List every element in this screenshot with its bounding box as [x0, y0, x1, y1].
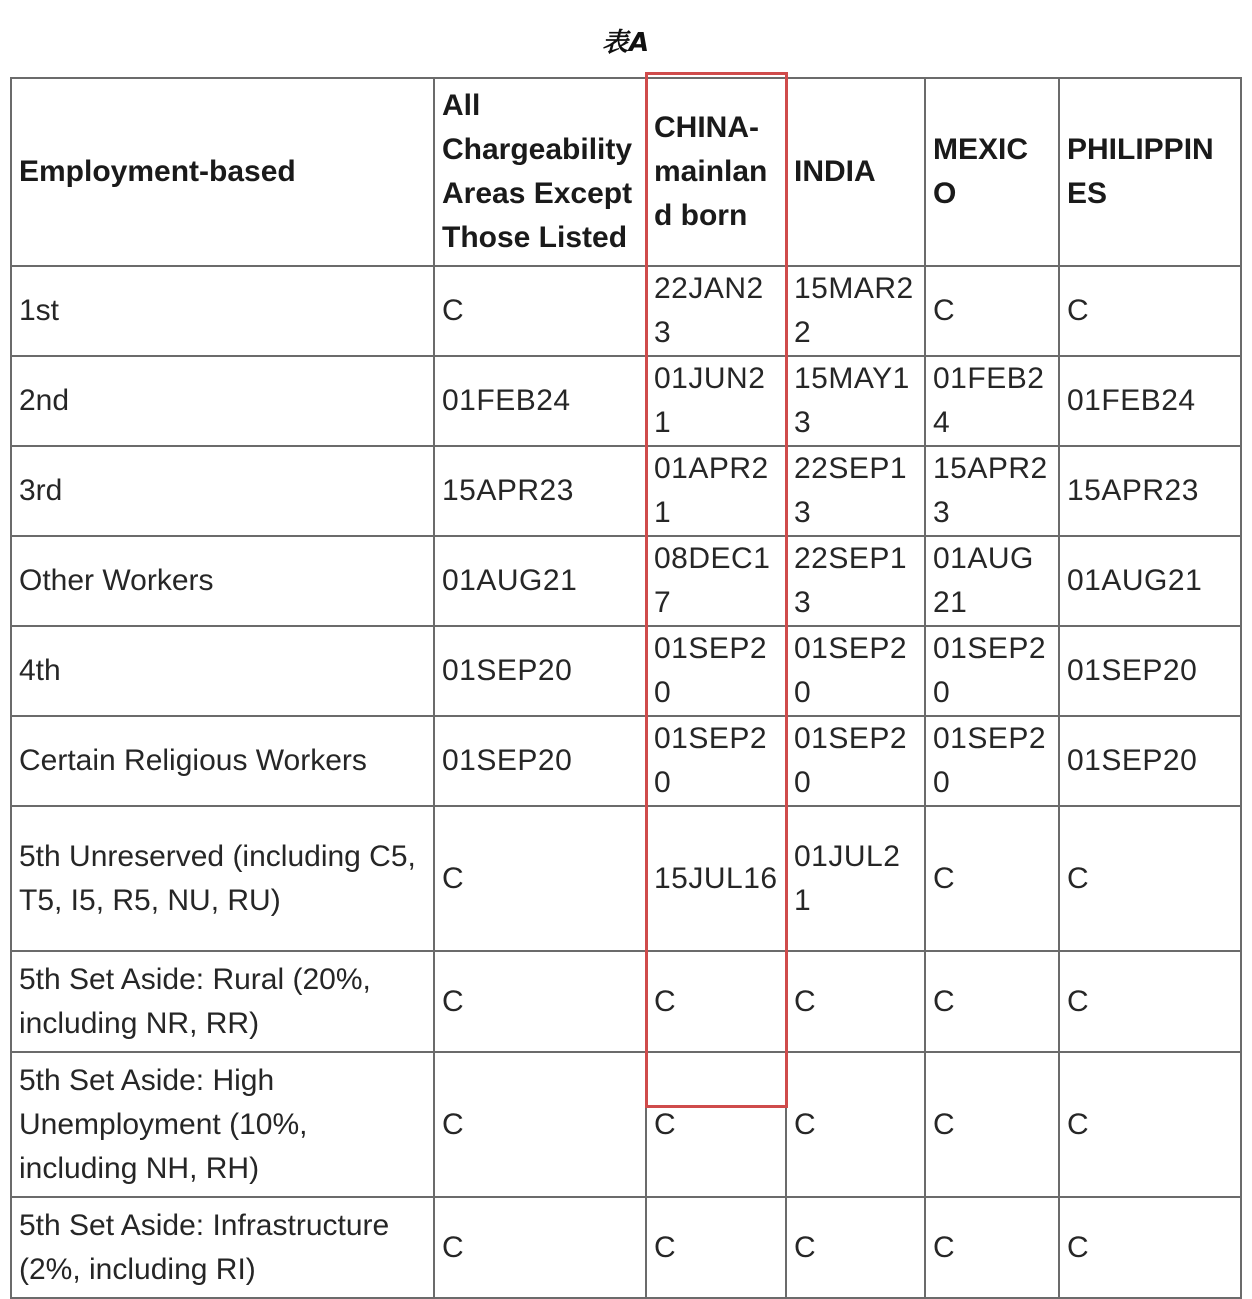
table-row: [11, 356, 1241, 446]
header-china: CHINA-mainland born: [646, 78, 786, 266]
cell-all: C: [434, 266, 646, 356]
cell-china: 22JAN23: [646, 266, 786, 356]
cell-philippines: C: [1059, 1197, 1241, 1298]
header-employment-based: Employment-based: [11, 78, 434, 266]
cell-india: 01JUL21: [786, 806, 925, 951]
cell-china: C: [646, 951, 786, 1052]
cell-mexico: C: [925, 266, 1059, 356]
cell-mexico: C: [925, 806, 1059, 951]
row-label: 3rd: [11, 446, 434, 536]
header-all-chargeability: All Chargeability Areas Except Those Listed: [434, 78, 646, 266]
cell-all: C: [434, 806, 646, 951]
cell-india: 15MAR22: [786, 266, 925, 356]
cell-china: 01SEP20: [646, 626, 786, 716]
cell-philippines: C: [1059, 1052, 1241, 1197]
row-label: 1st: [11, 266, 434, 356]
row-label: 4th: [11, 626, 434, 716]
header-row: [11, 78, 1241, 266]
row-label: 5th Set Aside: Infrastructure (2%, including RI): [11, 1197, 434, 1298]
cell-mexico: 01SEP20: [925, 626, 1059, 716]
table-row: [11, 1052, 1241, 1197]
cell-all: 15APR23: [434, 446, 646, 536]
cell-mexico: C: [925, 951, 1059, 1052]
cell-china: 15JUL16: [646, 806, 786, 951]
row-label: 2nd: [11, 356, 434, 446]
table-row: [11, 626, 1241, 716]
header-india: INDIA: [786, 78, 925, 266]
table-row: [11, 951, 1241, 1052]
cell-philippines: C: [1059, 806, 1241, 951]
row-label: 5th Set Aside: Rural (20%, including NR, RR): [11, 951, 434, 1052]
table-row: [11, 1197, 1241, 1298]
cell-all: 01SEP20: [434, 626, 646, 716]
table-row: [11, 806, 1241, 951]
table-row: [11, 446, 1241, 536]
table-row: [11, 536, 1241, 626]
cell-india: 22SEP13: [786, 446, 925, 536]
table-row: [11, 716, 1241, 806]
cell-philippines: 15APR23: [1059, 446, 1241, 536]
cell-all: 01SEP20: [434, 716, 646, 806]
cell-india: C: [786, 1197, 925, 1298]
table-title: 表A: [601, 28, 651, 58]
cell-china: 08DEC17: [646, 536, 786, 626]
cell-all: C: [434, 1197, 646, 1298]
cell-china: C: [646, 1052, 786, 1197]
cell-philippines: 01FEB24: [1059, 356, 1241, 446]
cell-philippines: C: [1059, 951, 1241, 1052]
cell-mexico: C: [925, 1052, 1059, 1197]
row-label: Other Workers: [11, 536, 434, 626]
cell-philippines: 01AUG21: [1059, 536, 1241, 626]
cell-all: 01FEB24: [434, 356, 646, 446]
cell-china: C: [646, 1197, 786, 1298]
cell-india: C: [786, 951, 925, 1052]
cell-india: 01SEP20: [786, 626, 925, 716]
cell-all: 01AUG21: [434, 536, 646, 626]
cell-india: C: [786, 1052, 925, 1197]
cell-india: 15MAY13: [786, 356, 925, 446]
cell-india: 01SEP20: [786, 716, 925, 806]
cell-all: C: [434, 1052, 646, 1197]
header-philippines: PHILIPPINES: [1059, 78, 1241, 266]
cell-mexico: 01SEP20: [925, 716, 1059, 806]
cell-mexico: C: [925, 1197, 1059, 1298]
cell-india: 22SEP13: [786, 536, 925, 626]
cell-mexico: 15APR23: [925, 446, 1059, 536]
cell-mexico: 01AUG21: [925, 536, 1059, 626]
cell-philippines: 01SEP20: [1059, 716, 1241, 806]
cell-all: C: [434, 951, 646, 1052]
row-label: 5th Unreserved (including C5, T5, I5, R5, NU, RU): [11, 806, 434, 951]
cell-mexico: 01FEB24: [925, 356, 1059, 446]
cell-china: 01SEP20: [646, 716, 786, 806]
header-mexico: MEXICO: [925, 78, 1059, 266]
visa-bulletin-table: [10, 77, 1242, 1299]
cell-china: 01APR21: [646, 446, 786, 536]
table-row: [11, 266, 1241, 356]
row-label: 5th Set Aside: High Unemployment (10%, including NH, RH): [11, 1052, 434, 1197]
cell-china: 01JUN21: [646, 356, 786, 446]
row-label: Certain Religious Workers: [11, 716, 434, 806]
cell-philippines: C: [1059, 266, 1241, 356]
cell-philippines: 01SEP20: [1059, 626, 1241, 716]
